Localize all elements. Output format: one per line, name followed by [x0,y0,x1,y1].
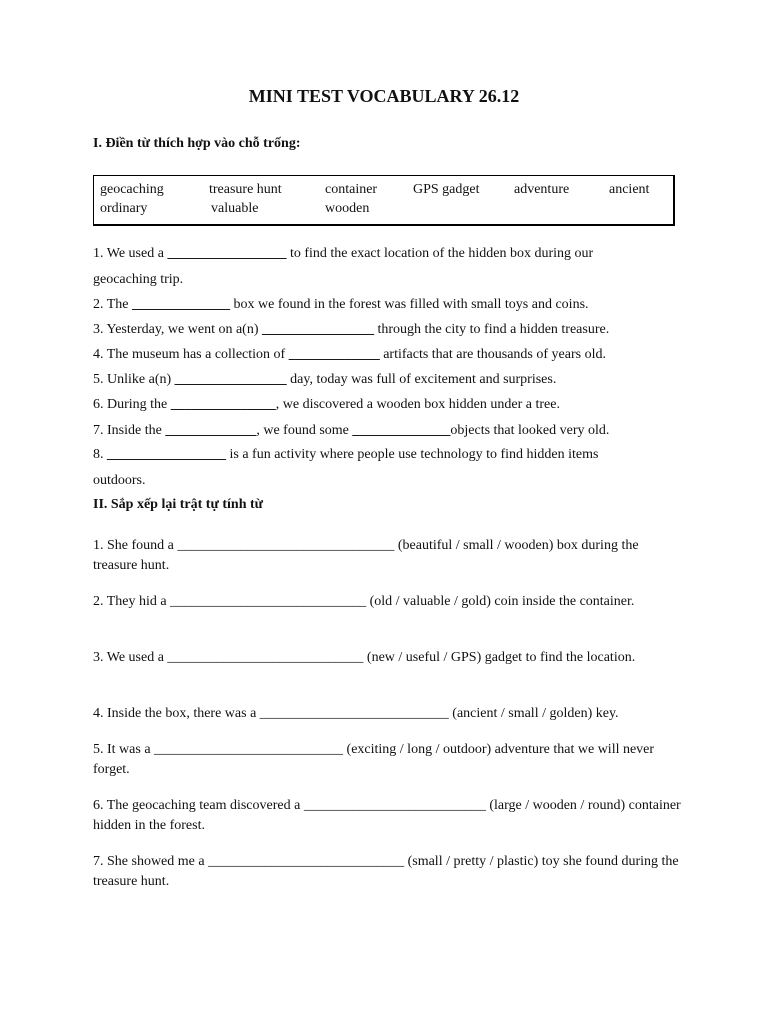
word-bank-word: ancient [609,182,650,197]
word-bank-word: treasure hunt [209,182,282,197]
question-4-line: 4. The museum has a collection of _____________ artifacts that are thousands of years old. [93,347,606,362]
question-2-line: 2. The ______________ box we found in the forest was filled with small toys and coins. [93,297,589,312]
answer-blank[interactable]: _________________ [107,447,226,462]
word-bank-word: GPS gadget [413,182,480,197]
question-1-continued: geocaching trip. [93,272,184,287]
answer-blank[interactable]: ______________ [132,297,231,312]
answer-blank[interactable]: _____________ [165,423,257,438]
answer-blank[interactable]: ________________ [262,322,374,337]
answer-blank[interactable]: ________________ [174,372,287,387]
adjective-order-question: 3. We used a ____________________________ (new / useful / GPS) gadget to find the location. [93,650,636,665]
question-8-continued: outdoors. [93,473,146,488]
word-bank-word: valuable [211,201,259,216]
word-bank-word: ordinary [100,201,148,216]
answer-blank[interactable]: _________________ [167,246,287,261]
question-8-line: 8. _________________ is a fun activity where people use technology to find hidden items [93,447,599,462]
question-6-line: 6. During the _______________, we discovered a wooden box hidden under a tree. [93,397,560,412]
answer-blank[interactable]: ______________ [352,423,451,438]
word-bank-word: geocaching [100,182,164,197]
word-bank-word: container [325,182,378,197]
word-bank-word: wooden [325,201,370,216]
adjective-order-question: 6. The geocaching team discovered a __________________________ (large / wooden / round) container hidden in the forest. [93,798,681,833]
section-1-heading: I. Điền từ thích hợp vào chỗ trống: [93,136,301,151]
adjective-order-question: 5. It was a ___________________________ (exciting / long / outdoor) adventure that we will never forget. [93,742,655,777]
word-bank-box [93,175,675,226]
question-1-line: 1. We used a _________________ to find the exact location of the hidden box during our [93,246,594,261]
question-3-line: 3. Yesterday, we went on a(n) ________________ through the city to find a hidden treasure. [93,322,610,337]
adjective-order-question: 4. Inside the box, there was a ___________________________ (ancient / small / golden) key. [93,706,619,721]
adjective-order-question: 1. She found a _______________________________ (beautiful / small / wooden) box during the treasure hunt. [93,538,639,573]
answer-blank[interactable]: _____________ [288,347,380,362]
answer-blank[interactable]: _______________ [170,397,276,412]
word-bank-word: adventure [514,182,570,197]
adjective-order-question: 2. They hid a ____________________________ (old / valuable / gold) coin inside the container. [93,594,635,609]
question-7-line: 7. Inside the _____________, we found some ______________objects that looked very old. [93,423,610,438]
section-2-heading: II. Sắp xếp lại trật tự tính từ [93,497,264,512]
adjective-order-question: 7. She showed me a ____________________________ (small / pretty / plastic) toy she found during the treasure hunt. [93,854,679,889]
question-5-line: 5. Unlike a(n) ________________ day, today was full of excitement and surprises. [93,372,557,387]
page-title: MINI TEST VOCABULARY 26.12 [248,86,520,106]
